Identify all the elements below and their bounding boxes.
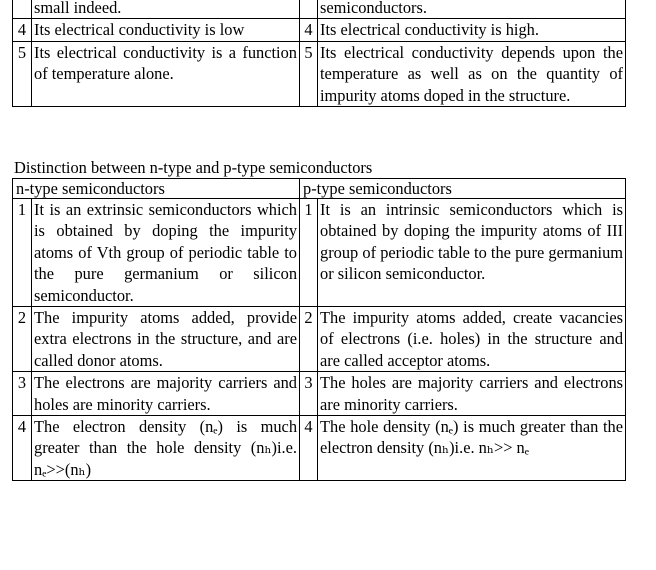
table-row xyxy=(13,0,626,19)
cell-text: Its electrical conductivity is low xyxy=(32,19,300,41)
cell-text: Its electrical conductivity is a function of temperature alone. xyxy=(32,41,300,106)
row-number: 4 xyxy=(13,416,32,481)
cell-text: The holes are majority carriers and electrons are minority carriers. xyxy=(318,372,626,416)
column-header-p-type: p-type semiconductors xyxy=(300,179,626,199)
row-number: 4 xyxy=(300,19,318,41)
n-p-type-comparison-table xyxy=(12,178,626,481)
cell-text: Its electrical conductivity depends upon the temperature as well as on the quantity of impurity atoms doped in the structure. xyxy=(318,41,626,106)
cell-text: The impurity atoms added, provide extra electrons in the structure, and are called donor atoms. xyxy=(32,307,300,372)
column-header-n-type: n-type semiconductors xyxy=(13,179,300,199)
cell-text: The electron density (nₑ) is much greater than the hole density (nₕ)i.e. nₑ>>(nₕ) xyxy=(32,416,300,481)
row-number: 2 xyxy=(13,307,32,372)
row-number: 1 xyxy=(300,199,318,307)
row-number xyxy=(300,0,318,19)
cell-text: The impurity atoms added, create vacancies of electrons (i.e. holes) in the structure and are called acceptor atoms. xyxy=(318,307,626,372)
semiconductor-properties-table xyxy=(12,0,626,107)
cell-text: It is an intrinsic semiconductors which is obtained by doping the impurity atoms of III group of periodic table to the pure germanium or silicon semiconductor. xyxy=(318,199,626,307)
table-row xyxy=(13,372,626,416)
row-number: 1 xyxy=(13,199,32,307)
row-number: 5 xyxy=(13,41,32,106)
cell-text: small indeed. xyxy=(32,0,300,19)
cell-text: Its electrical conductivity is high. xyxy=(318,19,626,41)
table-row xyxy=(13,41,626,106)
cell-text: The hole density (nₑ) is much greater than the electron density (nₕ)i.e. nₕ>> nₑ xyxy=(318,416,626,481)
table-row xyxy=(13,307,626,372)
row-number xyxy=(13,0,32,19)
table-row xyxy=(13,19,626,41)
cell-text: semiconductors. xyxy=(318,0,626,19)
row-number: 3 xyxy=(300,372,318,416)
row-number: 2 xyxy=(300,307,318,372)
row-number: 4 xyxy=(13,19,32,41)
cell-text: It is an extrinsic semiconductors which is obtained by doping the impurity atoms of Vth group of periodic table to the pure germanium or silicon semiconductor. xyxy=(32,199,300,307)
row-number: 4 xyxy=(300,416,318,481)
section-heading: Distinction between n-type and p-type semiconductors xyxy=(14,158,373,177)
table-row xyxy=(13,199,626,307)
row-number: 3 xyxy=(13,372,32,416)
cell-text: The electrons are majority carriers and holes are minority carriers. xyxy=(32,372,300,416)
table-header-row xyxy=(13,179,626,199)
row-number: 5 xyxy=(300,41,318,106)
table-row xyxy=(13,416,626,481)
